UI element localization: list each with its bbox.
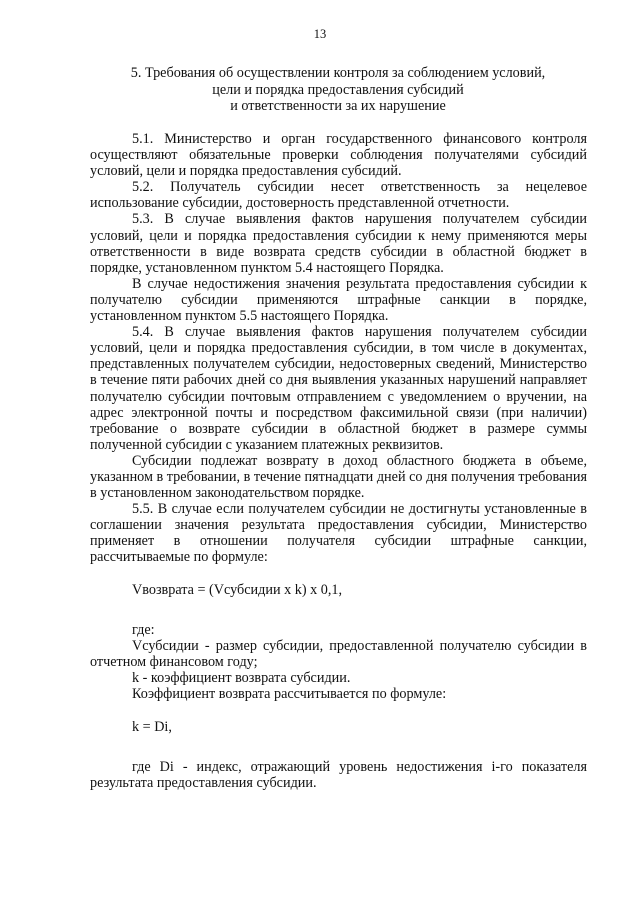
section-title-line-1: 5. Требования об осуществлении контроля за соблюдением условий, xyxy=(130,65,546,81)
coefficient-intro: Коэффициент возврата рассчитывается по формуле: xyxy=(132,686,447,702)
formula-refund: Vвозврата = (Vсубсидии x k) x 0,1, xyxy=(132,581,343,598)
paragraph-5-1: 5.1. Министерство и орган государственного финансового контроля осуществляют обязательные проверки соблюдения получателями субсидий условий, цели и порядка предоставления субсидий. xyxy=(90,131,587,180)
paragraph-5-3: 5.3. В случае выявления фактов нарушения получателем субсидии условий, цели и порядка предоставления субсидии к нему применяются меры ответственности в виде возврата средств субсидии в областной бюджет в порядке, установленном пунктом 5.4 настоящего Порядка. xyxy=(90,211,587,276)
document-body xyxy=(90,131,587,791)
paragraph-5-4: 5.4. В случае выявления фактов нарушения получателем субсидии условий, цели и порядка предоставления субсидии, в том числе в документах, представленных получателем субсидии, недостоверных сведений, Министерство в течение пяти рабочих дней со дня выявления указанных нарушений направляет получателю субсидии почтовым отправлением с уведомлением о вручении, на адрес электронной почты и посредством факсимильной связи (при наличии) требование о возврате субсидии в областной бюджет в размере суммы полученной субсидии с указанием платежных реквизитов. xyxy=(90,324,587,453)
section-title-line-2: цели и порядка предоставления субсидий xyxy=(212,81,464,98)
section-title-line-3: и ответственности за их нарушение xyxy=(230,98,446,114)
paragraph-5-5: 5.5. В случае если получателем субсидии не достигнуты установленные в соглашении значения результата предоставления субсидии, Министерство применяет в отношении получателя субсидии штрафные санкции, рассчитываемые по формуле: xyxy=(90,501,587,566)
page-number: 13 xyxy=(313,27,327,41)
definition-di: где Di - индекс, отражающий уровень недостижения i-го показателя результата предоставления субсидии. xyxy=(90,759,587,792)
where-label: где: xyxy=(132,621,155,638)
paragraph-5-3-continued: В случае недостижения значения результата предоставления субсидии к получателю субсидии применяются штрафные санкции в порядке, установленном пунктом 5.5 настоящего Порядка. xyxy=(90,275,587,325)
section-title xyxy=(90,65,586,115)
paragraph-5-2: 5.2. Получатель субсидии несет ответственность за нецелевое использование субсидии, достоверность представленной отчетности. xyxy=(90,179,587,212)
definition-k: k - коэффициент возврата субсидии. xyxy=(132,669,351,686)
paragraph-5-4-continued: Субсидии подлежат возврату в доход областного бюджета в объеме, указанном в требовании, в течение пятнадцати дней со дня получения требования в установленном законодательством порядке. xyxy=(90,452,587,502)
definition-v-subsidy: Vсубсидии - размер субсидии, предоставленной получателю субсидии в отчетном финансовом году; xyxy=(90,637,587,670)
formula-coefficient: k = Di, xyxy=(132,719,172,736)
